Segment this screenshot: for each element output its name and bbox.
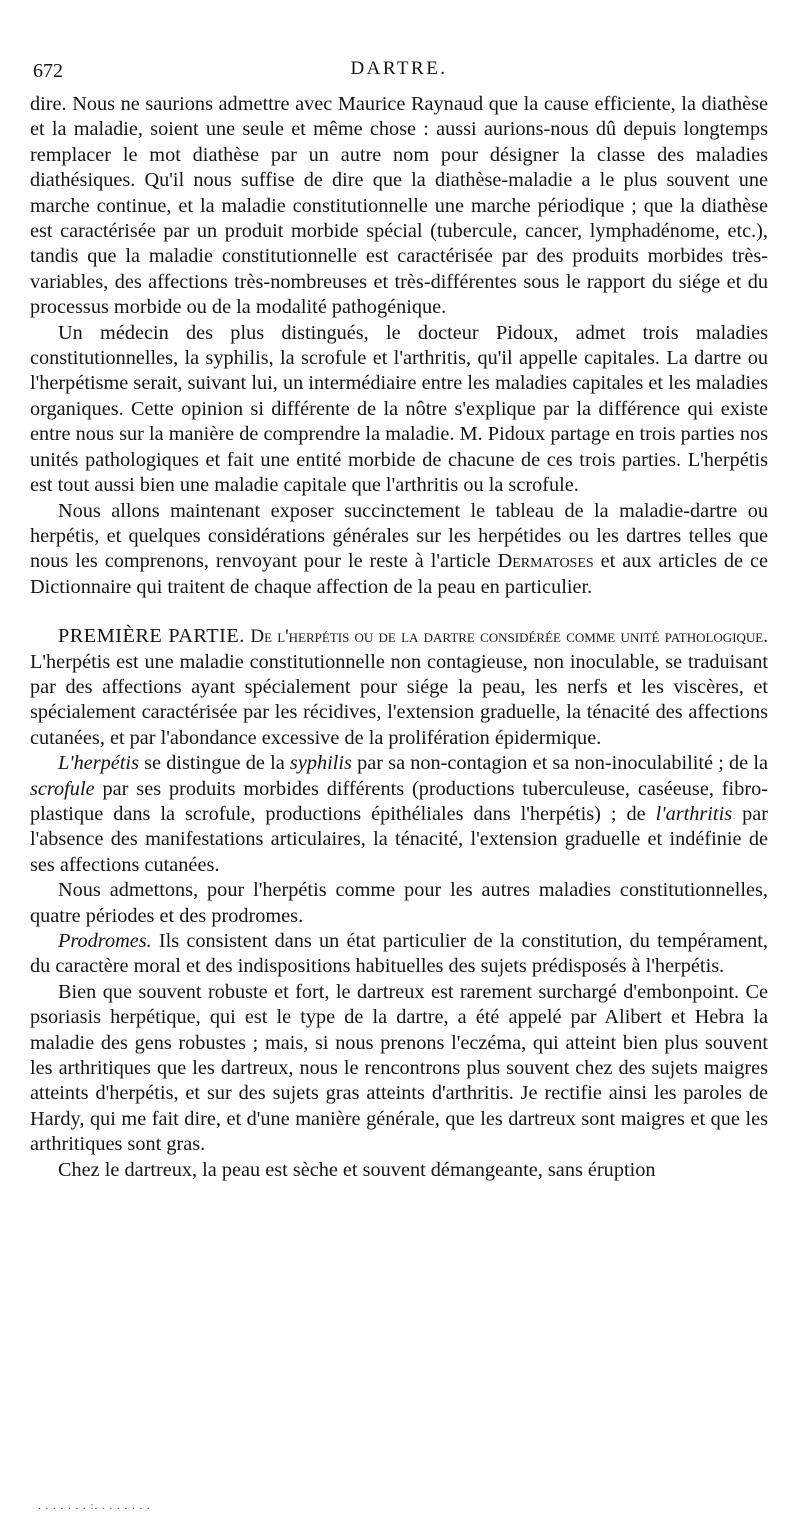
paragraph-3	[30, 499, 768, 601]
term-scrofule: scrofule	[30, 777, 95, 800]
term-herpetis: L'herpétis	[58, 752, 139, 775]
page-header	[30, 52, 768, 92]
page-number: 672	[33, 60, 63, 82]
paragraph-8: Bien que souvent robuste et fort, le dartreux est rarement surchargé d'embonpoint. Ce psoriasis herpétique, qui est le type de la dartre, a été appelé par Alibert et Hebra la maladie des gens robustes ; mais, si nous prenons l'eczéma, qui atteint bien plus souvent les arthritiques que les dartreux, nous le rencontrons plus souvent chez des sujets maigres atteints d'herpétis, et sur des sujets gras atteints d'arthritis. Je rectifie ainsi les paroles de Hardy, qui me fait dire, et d'une manière générale, que les dartreux sont maigres et que les arthritiques sont gras.	[30, 980, 768, 1156]
document-page	[30, 52, 768, 1183]
paragraph-4-text: L'herpétis est une maladie constitutionnelle non contagieuse, non inoculable, se traduisant par des affections ayant spécialement pour siége la peau, les nerfs et les viscères, et spécialement caractérisée par les récidives, l'extension graduelle, la ténacité des affections cutanées, et par l'abondance excessive de la prolifération épidermique.	[30, 650, 768, 749]
footer-dots: . . . . . . . :. . . . . . . .	[38, 1500, 151, 1512]
part-title: PREMIÈRE PARTIE.	[58, 625, 245, 648]
part-subtitle: De l'herpétis ou de la dartre considérée comme unité pathologique.	[250, 626, 768, 648]
paragraph-5-text-a: se distingue de la	[144, 752, 285, 775]
paragraph-2: Un médecin des plus distingués, le docteur Pidoux, admet trois maladies constitutionnelles, la syphilis, la scrofule et l'arthritis, qu'il appelle capitales. La dartre ou l'herpétisme serait, suivant lui, un intermédiaire entre les maladies capitales et les maladies organiques. Cette opinion si différente de la nôtre s'explique par la différence qui existe entre nous sur la manière de comprendre la maladie. M. Pidoux partage en trois parties nos unités pathologiques et fait une entité morbide de chacune de ces trois parties. L'herpétis est tout aussi bien une maladie capitale que l'arthritis ou la scrofule.	[30, 321, 768, 497]
section-gap	[30, 600, 768, 624]
paragraph-6: Nous admettons, pour l'herpétis comme pour les autres maladies constitutionnelles, quatre périodes et des prodromes.	[30, 879, 768, 927]
paragraph-3-text-b: et aux articles de ce Dictionnaire qui traitent de chaque affection de la peau en particulier.	[30, 550, 768, 598]
section-heading-paragraph	[30, 624, 768, 751]
paragraph-5-text-d: par l'absence des manifestations articulaires, la ténacité, l'extension graduelle et indéfinie de ses affections cutanées.	[30, 802, 769, 876]
term-prodromes: Prodromes.	[58, 930, 152, 952]
paragraph-1: dire. Nous ne saurions admettre avec Maurice Raynaud que la cause efficiente, la diathèse et la maladie, soient une seule et même chose : aussi aurions-nous dû depuis longtemps remplacer le mot diathèse par un autre nom pour désigner la classe des maladies diathésiques. Qu'il nous suffise de dire que la diathèse-maladie a le plus souvent une marche continue, et la maladie constitutionnelle une marche périodique ; que la diathèse est caractérisée par un produit morbide spécial (tubercule, cancer, lymphadénome, etc.), tandis que la maladie constitutionnelle est caractérisée par des produits morbides très-variables, des affections très-nombreuses et très-différentes sous le rapport du siége et du processus morbide ou de la modalité pathogénique.	[30, 93, 768, 319]
paragraph-3-text-a: Nous allons maintenant exposer succinctement le tableau de la maladie-dartre ou herpétis, et quelques considérations générales sur les herpétides ou les dartres telles que nous les comprenons, renvoyant pour le reste à l'article	[30, 499, 768, 573]
paragraph-5-text-b: par sa non-contagion et sa non-inoculabilité ; de la	[357, 752, 768, 775]
paragraph-5-text-c: par ses produits morbides différents (productions tuberculeuse, caséeuse, fibro-plastique dans la scrofule, productions épithéliales dans l'herpétis) ; de	[30, 777, 768, 825]
term-syphilis: syphilis	[289, 752, 352, 775]
cross-reference-dermatoses: Dermatoses	[497, 550, 594, 573]
paragraph-9: Chez le dartreux, la peau est sèche et souvent démangeante, sans éruption	[58, 1158, 656, 1181]
paragraph-5	[30, 751, 768, 878]
running-title: DARTRE.	[350, 58, 448, 79]
paragraph-7	[30, 929, 768, 980]
term-arthritis: l'arthritis	[655, 802, 733, 825]
paragraph-7-text: Ils consistent dans un état particulier de la constitution, du tempérament, du caractère moral et des indispositions habituelles des sujets prédisposés à l'herpétis.	[30, 930, 768, 978]
